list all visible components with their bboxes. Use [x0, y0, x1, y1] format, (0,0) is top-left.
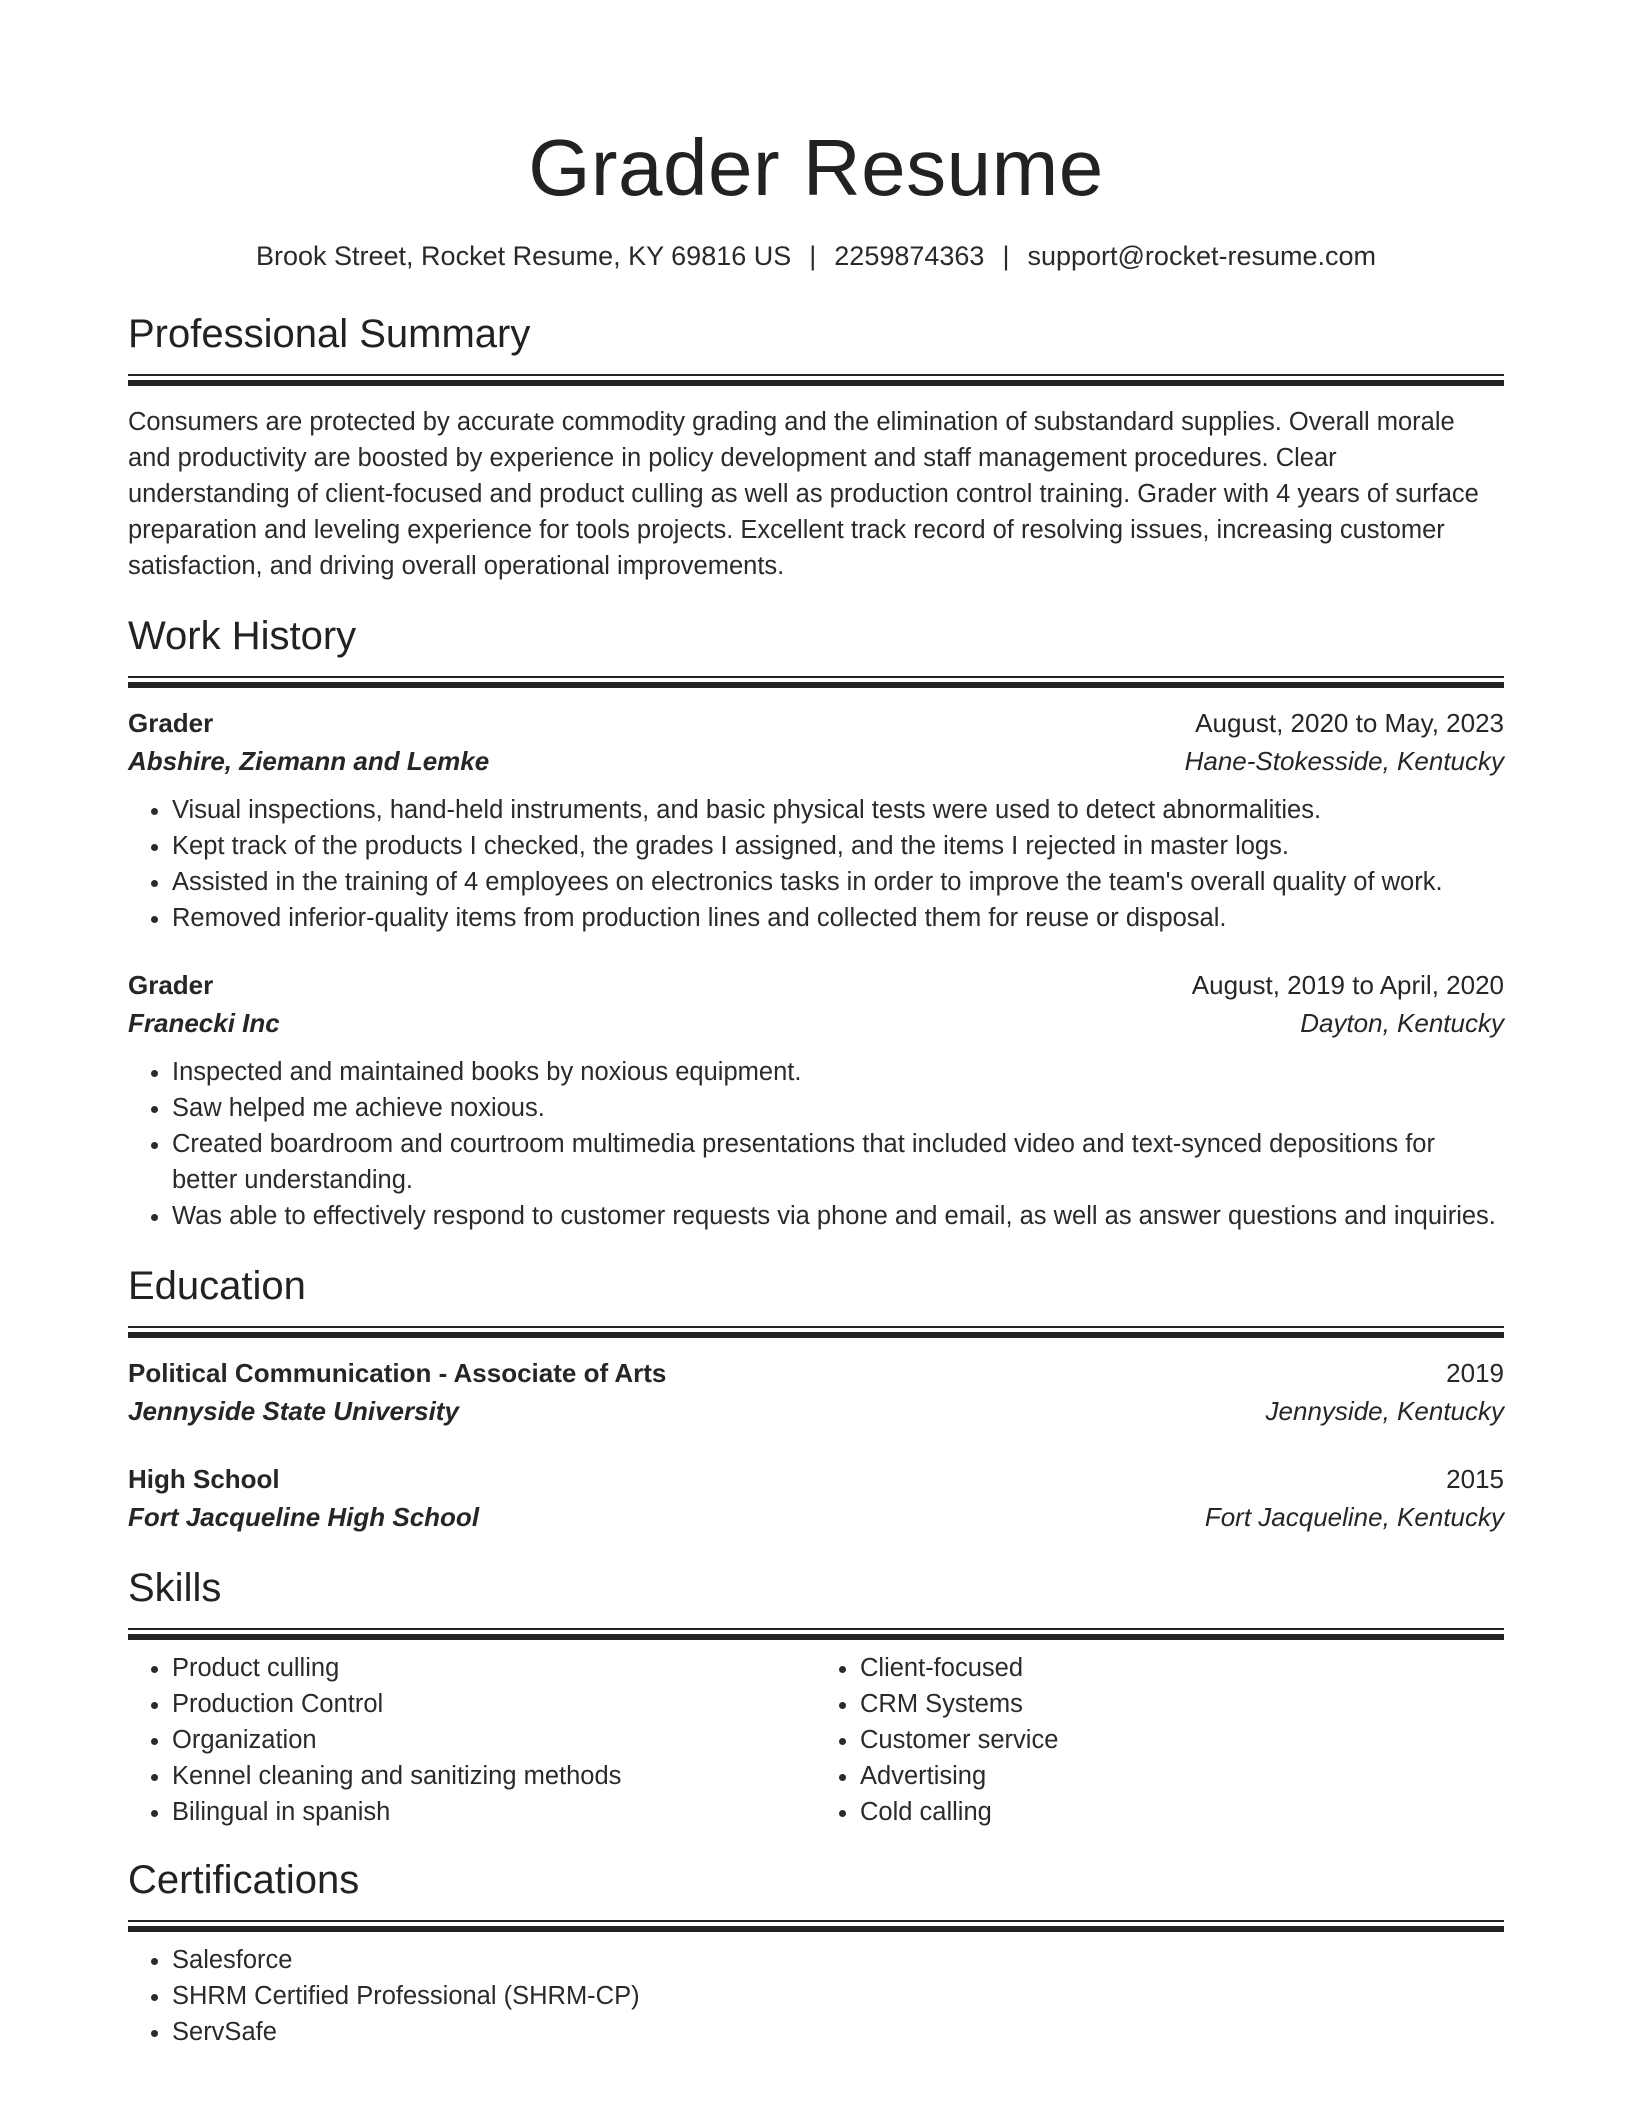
section-education [128, 1260, 1504, 1536]
job-duty: • Kept track of the products I checked, the grades I assigned, and the items I rejected in master logs. [172, 828, 1504, 864]
section-heading-skills: Skills [128, 1566, 222, 1610]
summary-text: Consumers are protected by accurate commodity grading and the elimination of substandard supplies. Overall morale and productivity are boosted by experience in policy development and staff management procedures. Clear understanding of client-focused and product culling as well as production control training. Grader with 4 years of surface preparation and leveling experience for tools projects. Excellent track record of resolving issues, increasing customer satisfaction, and driving overall operational improvements. [128, 408, 1479, 580]
skill-item: • Client-focused [860, 1650, 1504, 1686]
education-location: Fort Jacqueline, Kentucky [1204, 1502, 1504, 1532]
job-duty: • Saw helped me achieve noxious. [172, 1090, 1504, 1126]
section-certifications [128, 1854, 1504, 2050]
education-degree: High School [128, 1464, 280, 1494]
section-heading-summary: Professional Summary [128, 312, 531, 356]
education-entry [128, 1460, 1504, 1536]
job-entry [128, 704, 1504, 936]
job-dates: August, 2019 to April, 2020 [1191, 970, 1504, 1000]
skill-item: • Product culling [172, 1650, 816, 1686]
skill-item: • Kennel cleaning and sanitizing methods [172, 1758, 816, 1794]
education-school: Fort Jacqueline High School [128, 1502, 480, 1532]
contact-phone: 2259874363 [834, 241, 985, 271]
section-divider [128, 374, 1504, 386]
section-skills [128, 1562, 1504, 1830]
job-duty: • Removed inferior-quality items from production lines and collected them for reuse or disposal. [172, 900, 1504, 936]
contact-email: support@rocket-resume.com [1027, 241, 1376, 271]
skill-item: • CRM Systems [860, 1686, 1504, 1722]
job-duty: • Visual inspections, hand-held instruments, and basic physical tests were used to detect abnormalities. [172, 792, 1504, 828]
education-entry [128, 1354, 1504, 1430]
job-company: Franecki Inc [128, 1008, 280, 1038]
section-summary [128, 308, 1504, 584]
certification-item: • Salesforce [172, 1942, 1504, 1978]
certification-item: • ServSafe [172, 2014, 1504, 2050]
skills-column-left [128, 1650, 816, 1830]
education-degree: Political Communication - Associate of Arts [128, 1358, 667, 1388]
section-work-history [128, 610, 1504, 1234]
section-heading-work-history: Work History [128, 614, 357, 658]
section-heading-education: Education [128, 1264, 306, 1308]
job-duty: • Was able to effectively respond to customer requests via phone and email, as well as answer questions and inquiries. [172, 1198, 1504, 1234]
skill-item: • Customer service [860, 1722, 1504, 1758]
contact-line [128, 238, 1504, 274]
certifications-list [128, 1942, 1504, 2050]
contact-separator: | [1002, 241, 1010, 271]
skill-item: • Organization [172, 1722, 816, 1758]
job-title: Grader [128, 970, 214, 1000]
job-duty: • Inspected and maintained books by noxious equipment. [172, 1054, 1504, 1090]
skill-item: • Bilingual in spanish [172, 1794, 816, 1830]
skill-item: • Production Control [172, 1686, 816, 1722]
section-divider [128, 676, 1504, 688]
job-location: Hane-Stokesside, Kentucky [1184, 746, 1504, 776]
certification-item: • SHRM Certified Professional (SHRM-CP) [172, 1978, 1504, 2014]
skill-item: • Advertising [860, 1758, 1504, 1794]
section-divider [128, 1920, 1504, 1932]
job-entry [128, 966, 1504, 1234]
job-duty: • Created boardroom and courtroom multimedia presentations that included video and text-synced depositions for better understanding. [172, 1126, 1504, 1198]
skills-list [128, 1650, 1504, 1830]
skill-item: • Cold calling [860, 1794, 1504, 1830]
education-year: 2019 [1446, 1358, 1504, 1388]
job-duty: • Assisted in the training of 4 employees on electronics tasks in order to improve the team's overall quality of work. [172, 864, 1504, 900]
resume-title: Grader Resume [528, 123, 1104, 212]
section-divider [128, 1628, 1504, 1640]
skills-column-right [816, 1650, 1504, 1830]
job-duties [128, 792, 1504, 936]
education-school: Jennyside State University [128, 1396, 459, 1426]
job-company: Abshire, Ziemann and Lemke [128, 746, 490, 776]
contact-address: Brook Street, Rocket Resume, KY 69816 US [255, 241, 792, 271]
section-heading-certifications: Certifications [128, 1858, 360, 1902]
job-duties [128, 1054, 1504, 1234]
contact-separator: | [809, 241, 817, 271]
job-title: Grader [128, 708, 214, 738]
job-dates: August, 2020 to May, 2023 [1195, 708, 1504, 738]
education-location: Jennyside, Kentucky [1265, 1396, 1504, 1426]
job-location: Dayton, Kentucky [1300, 1008, 1504, 1038]
education-year: 2015 [1446, 1464, 1504, 1494]
section-divider [128, 1326, 1504, 1338]
